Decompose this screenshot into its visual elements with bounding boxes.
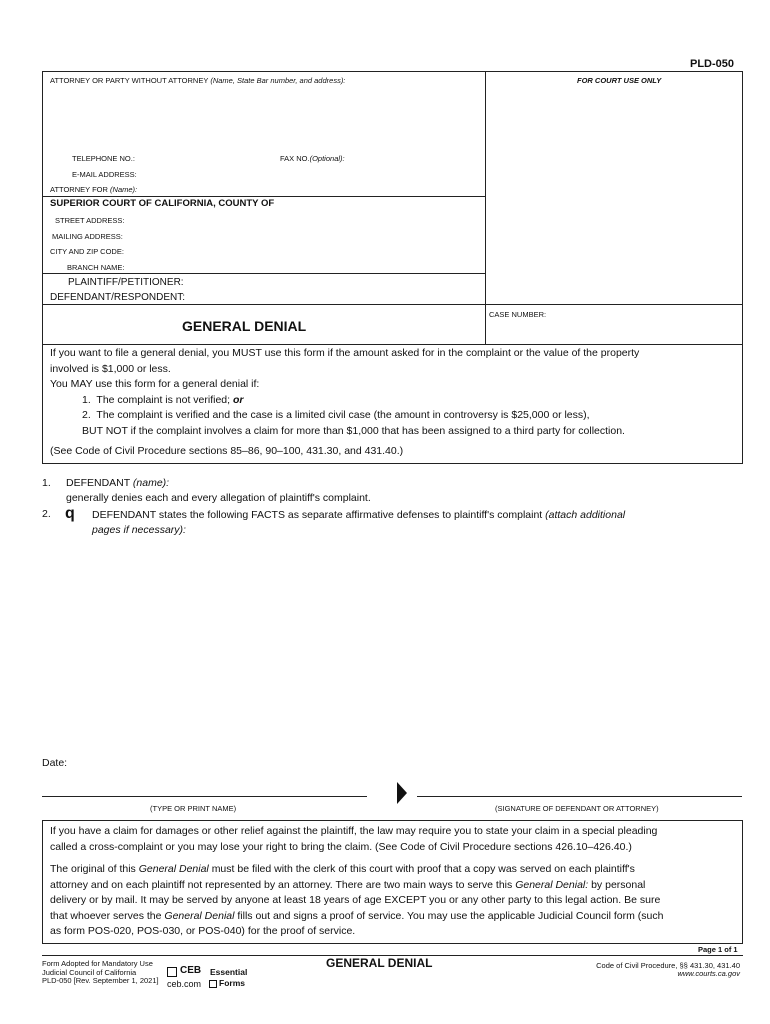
court-use-label: FOR COURT USE ONLY <box>577 76 662 85</box>
item2-number: 2. <box>42 508 51 520</box>
defendant-label: DEFENDANT/RESPONDENT: <box>50 292 186 303</box>
case-number-label: CASE NUMBER: <box>489 310 547 319</box>
name-line[interactable] <box>42 796 367 797</box>
ceb-url: ceb.com <box>167 979 202 989</box>
plaintiff-label: PLAINTIFF/PETITIONER: <box>68 277 184 288</box>
signature-line[interactable] <box>417 796 742 797</box>
date-label: Date: <box>42 757 68 769</box>
mailing-label: MAILING ADDRESS: <box>52 232 123 241</box>
street-label: STREET ADDRESS: <box>55 216 125 225</box>
email-label: E-MAIL ADDRESS: <box>72 170 137 179</box>
arrow-icon <box>397 782 409 804</box>
form-title: GENERAL DENIAL <box>182 318 307 334</box>
telephone-label: TELEPHONE NO.: <box>72 154 135 163</box>
parties-divider <box>42 273 485 274</box>
item2-text: DEFENDANT states the following FACTS as separate affirmative defenses to plaintiff's complaint (attach additional pages if necessary): <box>92 509 626 536</box>
city-label: CITY AND ZIP CODE: <box>50 247 124 256</box>
attorney-label: ATTORNEY OR PARTY WITHOUT ATTORNEY (Name, State Bar number, and address): <box>50 76 346 85</box>
essential-logo: Essential <box>210 967 248 977</box>
type-name-label: (TYPE OR PRINT NAME) <box>150 804 237 813</box>
attorney-for-label: ATTORNEY FOR (Name): <box>50 185 138 194</box>
caption-divider <box>42 304 743 305</box>
courts-url[interactable]: www.courts.ca.gov <box>677 969 740 978</box>
court-divider <box>42 196 485 197</box>
fax-label: FAX NO.(Optional): <box>280 154 345 163</box>
instructions-text: If you want to file a general denial, you MUST use this form if the amount asked for in the complaint or the value of the property involved is $1,000 or less. You MAY use this form for a general denial if: 1. The complaint is not verified; or 2. The complaint is verified and the case is a limited civil case (the amount in controversy is $25,000 or less), BUT NOT if the complaint involves a claim for more than $1,000 that has been assigned to a third party for collection. (See Code of Civil Procedure sections 85–86, 90–100, 431.30, and 431.40.) <box>50 347 640 457</box>
footer-title: GENERAL DENIAL <box>326 956 433 970</box>
item1-defendant: DEFENDANT (name): <box>66 477 170 489</box>
ceb-logo-icon <box>167 967 177 977</box>
adopted-text: Form Adopted for Mandatory Use Judicial Council of California PLD-050 [Rev. September 1, 2021] <box>42 959 159 985</box>
signature-label: (SIGNATURE OF DEFENDANT OR ATTORNEY) <box>495 804 659 813</box>
code-cite: Code of Civil Procedure, §§ 431.30, 431.40 <box>596 961 740 970</box>
item1-number: 1. <box>42 477 51 489</box>
notice-text: If you have a claim for damages or other relief against the plaintiff, the law may require you to state your claim in a special pleading called a cross-complaint or you may lose your right to bring the claim. (See Code of Civil Procedure sections 426.10–426.40.) The original of this General Denial must be filed with the clerk of this court with proof that a copy was served on each plaintiff's attorney and on each plaintiff not represented by an attorney. There are two main ways to serve this General Denial: by personal delivery or by mail. It may be served by anyone at least 18 years of age EXCEPT you or any other party to this legal action. Be sure that whoever serves the General Denial fills out and signs a proof of service. You may use the applicable Judicial Council form (such as form POS-020, POS-030, or POS-040) for the proof of service. <box>50 825 664 937</box>
court-name: SUPERIOR COURT OF CALIFORNIA, COUNTY OF <box>50 198 275 209</box>
ceb-logo-text: CEB <box>180 965 202 976</box>
branch-label: BRANCH NAME: <box>67 263 125 272</box>
item1-text: generally denies each and every allegation of plaintiff's complaint. <box>66 492 371 504</box>
forms-logo: Forms <box>219 978 245 988</box>
form-number: PLD-050 <box>690 58 735 70</box>
item2-checkbox-icon[interactable]: q <box>65 505 75 522</box>
forms-box-icon <box>209 980 217 988</box>
arrow-shape <box>397 782 407 804</box>
page-number: Page 1 of 1 <box>698 945 738 954</box>
